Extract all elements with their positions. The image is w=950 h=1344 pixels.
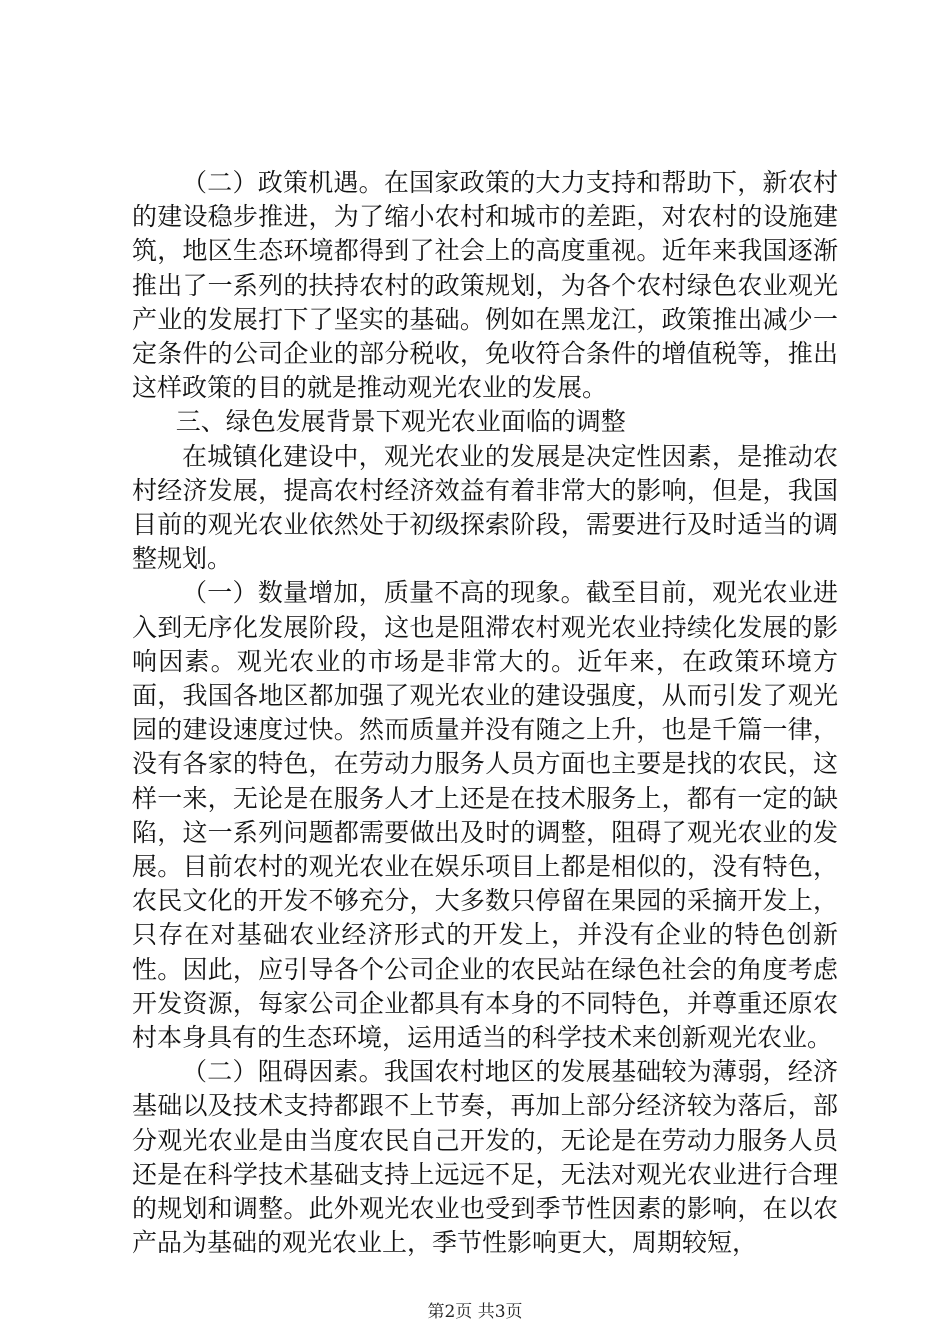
paragraph-quantity-quality: （一）数量增加，质量不高的现象。截至目前，观光农业进入到无序化发展阶段，这也是阻滞农村观光农业持续化发展的影响因素。观光农业的市场是非常大的。近年来，在政策环境方面，我国各地区都加强了观光农业的建设强度，从而引发了观光园的建设速度过快。然而质量并没有随之上升，也是千篇一律，没有各家的特色，在劳动力服务人员方面也主要是找的农民，这样一来，无论是在服务人才上还是在技术服务上，都有一定的缺陷，这一系列问题都需要做出及时的调整，阻碍了观光农业的发展。目前农村的观光农业在娱乐项目上都是相似的，没有特色，农民文化的开发不够充分，大多数只停留在果园的采摘开发上，只存在对基础农业经济形式的开发上，并没有企业的特色创新性。因此，应引导各个公司企业的农民站在绿色社会的角度考虑开发资源，每家公司企业都具有本身的不同特色，并尊重还原农村本身具有的生态环境，运用适当的科学技术来创新观光农业。 xyxy=(132,578,838,1053)
document-body xyxy=(132,166,838,1261)
page-footer: 第2页 共3页 xyxy=(427,1302,523,1322)
section-heading-adjustments: 三、绿色发展背景下观光农业面临的调整 xyxy=(175,407,626,437)
paragraph-policy-opportunity: （二）政策机遇。在国家政策的大力支持和帮助下，新农村的建设稳步推进，为了缩小农村和城市的差距，对农村的设施建筑，地区生态环境都得到了社会上的高度重视。近年来我国逐渐推出了一系列的扶持农村的政策规划，为各个农村绿色农业观光产业的发展打下了坚实的基础。例如在黑龙江，政策推出减少一定条件的公司企业的部分税收，免收符合条件的增值税等，推出这样政策的目的就是推动观光农业的发展。 xyxy=(132,168,838,403)
paragraph-urbanization: 在城镇化建设中，观光农业的发展是决定性因素，是推动农村经济发展，提高农村经济效益有着非常大的影响，但是，我国目前的观光农业依然处于初级探索阶段，需要进行及时适当的调整规划。 xyxy=(132,441,838,574)
paragraph-obstacles: （二）阻碍因素。我国农村地区的发展基础较为薄弱，经济基础以及技术支持都跟不上节奏，再加上部分经济较为落后，部分观光农业是由当度农民自己开发的，无论是在劳动力服务人员还是在科学技术基础支持上远远不足，无法对观光农业进行合理的规划和调整。此外观光农业也受到季节性因素的影响，在以农产品为基础的观光农业上，季节性影响更大，周期较短， xyxy=(132,1057,838,1258)
